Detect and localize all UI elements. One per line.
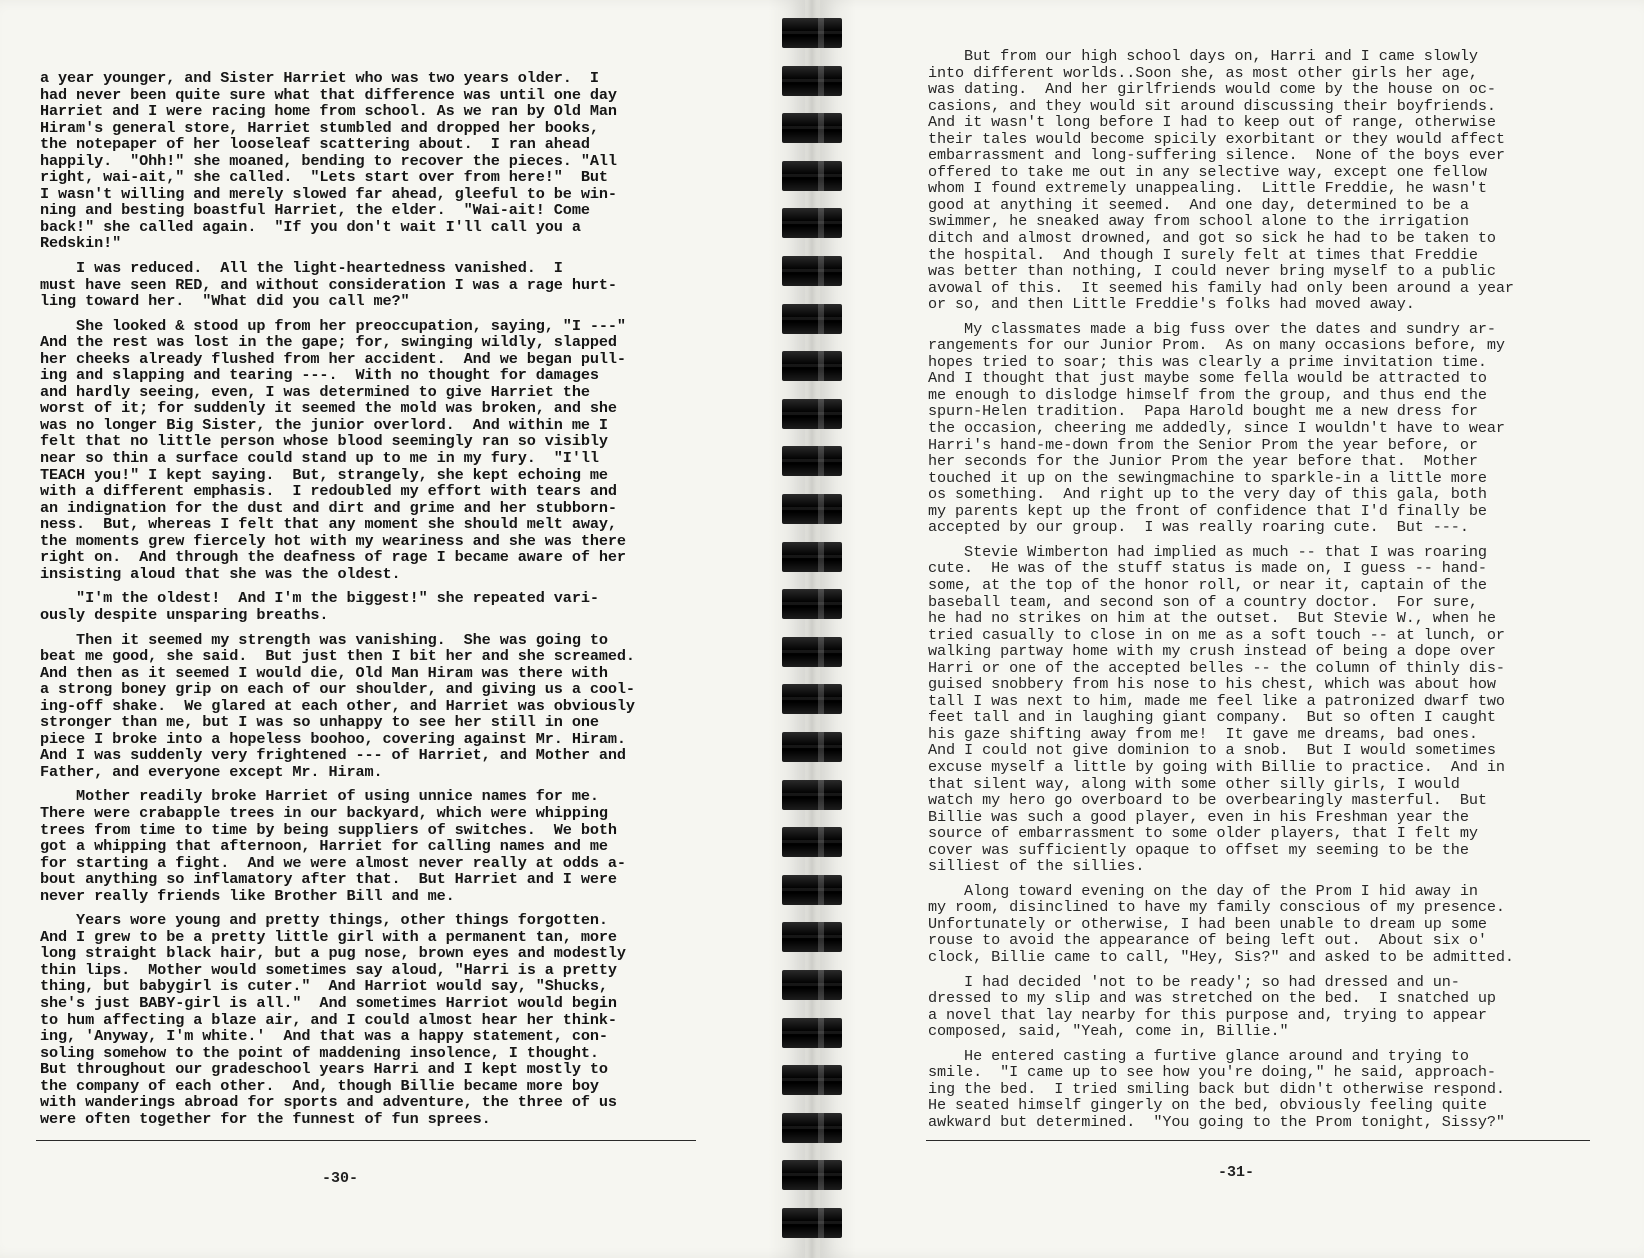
text-line: He seated himself gingerly on the bed, obviously feeling quite: [928, 1096, 1487, 1115]
text-line: silliest of the sillies.: [928, 857, 1145, 876]
text-line: embarrassment and long-suffering silence. None of the boys ever: [928, 146, 1505, 165]
text-line: guised snobbery from his nose to his chest, which was about how: [928, 675, 1496, 694]
text-line: near so thin a surface could stand up to me in my fury. "I'll: [40, 449, 599, 468]
text-line: some, at the top of the honor roll, or near it, captain of the: [928, 575, 1487, 594]
text-line: Redskin!": [40, 234, 122, 253]
right-page-number: -31-: [1218, 1164, 1255, 1181]
binding-coil: [782, 1208, 842, 1238]
text-line: baseball team, and second son of a country doctor. For sure,: [928, 592, 1478, 611]
binding-coil: [782, 446, 842, 476]
text-line: And I was suddenly very frightened --- of Harriet, and Mother and: [40, 746, 626, 765]
text-line: a novel that lay nearby for this purpose and, trying to appear: [928, 1005, 1487, 1024]
binding-coil: [782, 589, 842, 619]
binding-coil: [782, 1113, 842, 1143]
text-line: ditch and almost drowned, and got so sick he had to be taken to: [928, 229, 1496, 248]
text-line: must have seen RED, and without consideration I was a rage hurt-: [40, 275, 617, 294]
text-line: the moments grew fiercely hot with my weariness and she was there: [40, 531, 626, 550]
text-line: composed, said, "Yeah, come in, Billie.": [928, 1022, 1289, 1041]
text-line: his gaze shifting away from me! It gave me dreams, bad ones.: [928, 724, 1478, 743]
text-line: long straight black hair, but a pug nose, brown eyes and modestly: [40, 944, 626, 963]
text-line: felt that no little person whose blood seemingly ran so visibly: [40, 432, 608, 451]
text-line: Hiram's general store, Harriet stumbled and dropped her books,: [40, 118, 599, 137]
text-line: with wanderings abroad for sports and adventure, the three of us: [40, 1093, 617, 1112]
text-line: feet tall and in laughing giant company. But so often I caught: [928, 708, 1496, 727]
paragraph: [928, 974, 1618, 1040]
text-line: And then as it seemed I would die, Old Man Hiram was there with: [40, 663, 608, 682]
text-line: ness. But, whereas I felt that any moment she should melt away,: [40, 515, 617, 534]
text-line: awkward but determined. "You going to the Prom tonight, Sissy?": [928, 1112, 1505, 1131]
binding-coil: [782, 161, 842, 191]
text-line: My classmates made a big fuss over the dates and sundry ar-: [928, 319, 1496, 338]
text-line: ling toward her. "What did you call me?": [40, 292, 410, 311]
text-line: an indignation for the dust and dirt and grime and her stubborn-: [40, 498, 617, 517]
text-line: he had no strikes on him at the outset. But Stevie W., when he: [928, 609, 1496, 628]
text-line: ing-off shake. We glared at each other, and Harriet was obviously: [40, 696, 635, 715]
paragraph: [928, 883, 1618, 966]
text-line: back!" she called again. "If you don't wait I'll call you a: [40, 217, 581, 236]
text-line: thing, but babygirl is cuter." And Harriot would say, "Shucks,: [40, 977, 608, 996]
text-line: ning and besting boastful Harriet, the elder. "Wai-ait! Come: [40, 201, 590, 220]
text-line: Along toward evening on the day of the Prom I hid away in: [928, 881, 1478, 900]
right-footer-rule: [926, 1140, 1590, 1141]
text-line: excuse myself a little by going with Billie to practice. And in: [928, 757, 1505, 776]
text-line: worst of it; for suddenly it seemed the mold was broken, and she: [40, 399, 617, 418]
text-line: was better than nothing, I could never bring myself to a public: [928, 262, 1496, 281]
text-line: Father, and everyone except Mr. Hiram.: [40, 762, 383, 781]
text-line: insisting aloud that she was the oldest.: [40, 564, 401, 583]
binding-coil: [782, 256, 842, 286]
left-page-number: -30-: [322, 1170, 359, 1187]
text-line: clock, Billie came to call, "Hey, Sis?" and asked to be admitted.: [928, 947, 1514, 966]
text-line: smile. "I came up to see how you're doing," he said, approach-: [928, 1063, 1496, 1082]
paragraph: [928, 544, 1618, 875]
text-line: were often together for the funnest of fun sprees.: [40, 1109, 491, 1128]
text-line: the hospital. And though I surely felt at times that Freddie: [928, 245, 1478, 264]
text-line: thin lips. Mother would sometimes say aloud, "Harri is a pretty: [40, 960, 617, 979]
text-line: was no longer Big Sister, the junior overlord. And within me I: [40, 415, 608, 434]
text-line: Unfortunately or otherwise, I had been unable to dream up some: [928, 914, 1487, 933]
text-line: soling somehow to the point of maddening insolence, I thought.: [40, 1043, 599, 1062]
paragraph: [928, 321, 1618, 536]
text-line: that silent way, along with some other silly girls, I would: [928, 774, 1460, 793]
text-line: right, wai-ait," she called. "Lets start over from here!" But: [40, 168, 608, 187]
text-line: spurn-Helen tradition. Papa Harold bought me a new dress for: [928, 402, 1478, 421]
text-line: never really friends like Brother Bill and me.: [40, 886, 455, 905]
paragraph: [40, 912, 730, 1127]
left-footer-rule: [36, 1140, 696, 1141]
text-line: my parents kept up the front of confidence that I'd finally be: [928, 501, 1487, 520]
binding-coil: [782, 304, 842, 334]
binding-coil: [782, 66, 842, 96]
text-line: rouse to avoid the appearance of being left out. About six o': [928, 931, 1487, 950]
left-page-text: [40, 70, 730, 1127]
binding-coil: [782, 399, 842, 429]
text-line: a year younger, and Sister Harriet who was two years older. I: [40, 69, 599, 87]
text-line: me enough to dislodge himself from the group, and thus end the: [928, 385, 1487, 404]
text-line: I had decided 'not to be ready'; so had dressed and un-: [928, 972, 1460, 991]
text-line: good at anything it seemed. And one day, determined to be a: [928, 195, 1469, 214]
text-line: piece I broke into a hopeless boohoo, covering against Mr. Hiram.: [40, 729, 626, 748]
text-line: got a whipping that afternoon, Harriet for calling names and me: [40, 837, 608, 856]
binding-coil: [782, 637, 842, 667]
right-page-text: [928, 48, 1618, 1130]
binding-coil: [782, 875, 842, 905]
text-line: There were crabapple trees in our backyard, which were whipping: [40, 803, 608, 822]
paragraph: [40, 318, 730, 583]
paragraph: [40, 632, 730, 781]
text-line: walking partway home with my crush instead of being a dope over: [928, 642, 1496, 661]
text-line: avowal of this. It seemed his family had only been around a year: [928, 278, 1514, 297]
binding-coil: [782, 113, 842, 143]
text-line: But throughout our gradeschool years Harri and I kept mostly to: [40, 1060, 608, 1079]
text-line: tall I was next to him, made me feel like a patronized dwarf two: [928, 691, 1505, 710]
text-line: rangements for our Junior Prom. As on many occasions before, my: [928, 336, 1505, 355]
text-line: the occasion, cheering me addedly, since I wouldn't have to wear: [928, 419, 1505, 438]
text-line: hopes tried to soar; this was clearly a prime invitation time.: [928, 352, 1487, 371]
text-line: was dating. And her girlfriends would come by the house on oc-: [928, 80, 1496, 99]
text-line: stronger than me, but I was so unhappy to see her still in one: [40, 713, 599, 732]
text-line: And I grew to be a pretty little girl with a permanent tan, more: [40, 927, 617, 946]
text-line: And it wasn't long before I had to keep out of range, otherwise: [928, 113, 1496, 132]
text-line: Harriet and I were racing home from school. As we ran by Old Man: [40, 102, 617, 121]
text-line: touched it up on the sewingmachine to sparkle-in a little more: [928, 468, 1487, 487]
text-line: And the rest was lost in the gape; for, swinging wildly, slapped: [40, 333, 617, 352]
text-line: casions, and they would sit around discussing their boyfriends.: [928, 96, 1496, 115]
text-line: cover was sufficiently opaque to offset my seeming to be the: [928, 840, 1469, 859]
binding-coil: [782, 494, 842, 524]
text-line: But from our high school days on, Harri and I came slowly: [928, 47, 1478, 65]
binding-coil: [782, 684, 842, 714]
text-line: a strong boney grip on each of our shoulder, and giving us a cool-: [40, 680, 635, 699]
text-line: Years wore young and pretty things, other things forgotten.: [40, 911, 608, 930]
text-line: dressed to my slip and was stretched on the bed. I snatched up: [928, 989, 1496, 1008]
text-line: ing the bed. I tried smiling back but didn't otherwise respond.: [928, 1079, 1505, 1098]
binding-coil: [782, 970, 842, 1000]
text-line: offered to take me out in any selective way, except one fellow: [928, 162, 1487, 181]
binding-coil: [782, 780, 842, 810]
text-line: my room, disinclined to have my family conscious of my presence.: [928, 898, 1505, 917]
text-line: their tales would become spicily exorbitant or they would affect: [928, 129, 1505, 148]
spiral-binding: [768, 0, 856, 1258]
text-line: I wasn't willing and merely slowed far ahead, gleeful to be win-: [40, 184, 617, 203]
text-line: Billie was such a good player, even in his Freshman year the: [928, 807, 1469, 826]
text-line: to hum affecting a blaze air, and I could almost hear her think-: [40, 1010, 617, 1029]
paragraph: [40, 260, 730, 310]
text-line: she's just BABY-girl is all." And sometimes Harriot would begin: [40, 993, 617, 1012]
text-line: swimmer, he sneaked away from school alone to the irrigation: [928, 212, 1469, 231]
text-line: happily. "Ohh!" she moaned, bending to recover the pieces. "All: [40, 151, 617, 170]
binding-coil: [782, 827, 842, 857]
binding-coil: [782, 542, 842, 572]
text-line: and hardly seeing, even, I was determined to give Harriet the: [40, 382, 590, 401]
binding-coil: [782, 1065, 842, 1095]
paragraph: [40, 70, 730, 252]
paragraph: [40, 788, 730, 904]
text-line: Harri or one of the accepted belles -- the column of thinly dis-: [928, 658, 1505, 677]
text-line: Then it seemed my strength was vanishing. She was going to: [40, 630, 608, 649]
binding-coil: [782, 922, 842, 952]
text-line: Mother readily broke Harriet of using unnice names for me.: [40, 787, 599, 806]
text-line: trees from time to time by being suppliers of switches. We both: [40, 820, 617, 839]
text-line: had never been quite sure what that difference was until one day: [40, 85, 617, 104]
text-line: ing, 'Anyway, I'm white.' And that was a happy statement, con-: [40, 1027, 608, 1046]
paragraph: [928, 48, 1618, 313]
binding-coil: [782, 18, 842, 48]
text-line: accepted by our group. I was really roaring cute. But ---.: [928, 518, 1469, 537]
text-line: her cheeks already flushed from her accident. And we began pull-: [40, 349, 626, 368]
left-page: [0, 0, 805, 1258]
text-line: Harri's hand-me-down from the Senior Prom the year before, or: [928, 435, 1478, 454]
text-line: or so, and then Little Freddie's folks had moved away.: [928, 295, 1415, 314]
text-line: right on. And through the deafness of rage I became aware of her: [40, 548, 626, 567]
text-line: her seconds for the Junior Prom the year before that. Mother: [928, 452, 1478, 471]
text-line: source of embarrassment to some older players, that I felt my: [928, 824, 1478, 843]
paragraph: [928, 1048, 1618, 1131]
binding-coil: [782, 1160, 842, 1190]
text-line: And I could not give dominion to a snob. But I would sometimes: [928, 741, 1496, 760]
text-line: cute. He was of the stuff status is made on, I guess -- hand-: [928, 559, 1487, 578]
binding-coil: [782, 732, 842, 762]
text-line: for starting a fight. And we were almost never really at odds a-: [40, 853, 626, 872]
text-line: tried casually to close in on me as a soft touch -- at lunch, or: [928, 625, 1505, 644]
binding-coil: [782, 351, 842, 381]
right-page: [820, 0, 1644, 1258]
text-line: She looked & stood up from her preoccupation, saying, "I ---": [40, 316, 626, 335]
text-line: bout anything so inflamatory after that. But Harriet and I were: [40, 870, 617, 889]
text-line: "I'm the oldest! And I'm the biggest!" she repeated vari-: [40, 589, 599, 608]
text-line: whom I found extremely unappealing. Little Freddie, he wasn't: [928, 179, 1487, 198]
text-line: os something. And right up to the very day of this gala, both: [928, 485, 1487, 504]
text-line: I was reduced. All the light-heartedness vanished. I: [40, 259, 563, 278]
text-line: ing and slapping and tearing ---. With no thought for damages: [40, 366, 599, 385]
text-line: the company of each other. And, though Billie became more boy: [40, 1076, 599, 1095]
text-line: into different worlds..Soon she, as most other girls her age,: [928, 63, 1478, 82]
text-line: beat me good, she said. But just then I bit her and she screamed.: [40, 647, 635, 666]
text-line: the notepaper of her looseleaf scattering about. I ran ahead: [40, 135, 590, 154]
text-line: He entered casting a furtive glance around and trying to: [928, 1046, 1469, 1065]
text-line: Stevie Wimberton had implied as much -- that I was roaring: [928, 542, 1487, 561]
text-line: And I thought that just maybe some fella would be attracted to: [928, 369, 1487, 388]
paragraph: [40, 590, 730, 623]
binding-coil: [782, 208, 842, 238]
text-line: watch my hero go overboard to be overbearingly masterful. But: [928, 791, 1487, 810]
text-line: TEACH you!" I kept saying. But, strangely, she kept echoing me: [40, 465, 608, 484]
text-line: ously despite unsparing breaths.: [40, 605, 329, 624]
text-line: with a different emphasis. I redoubled my effort with tears and: [40, 482, 617, 501]
binding-coil: [782, 1018, 842, 1048]
